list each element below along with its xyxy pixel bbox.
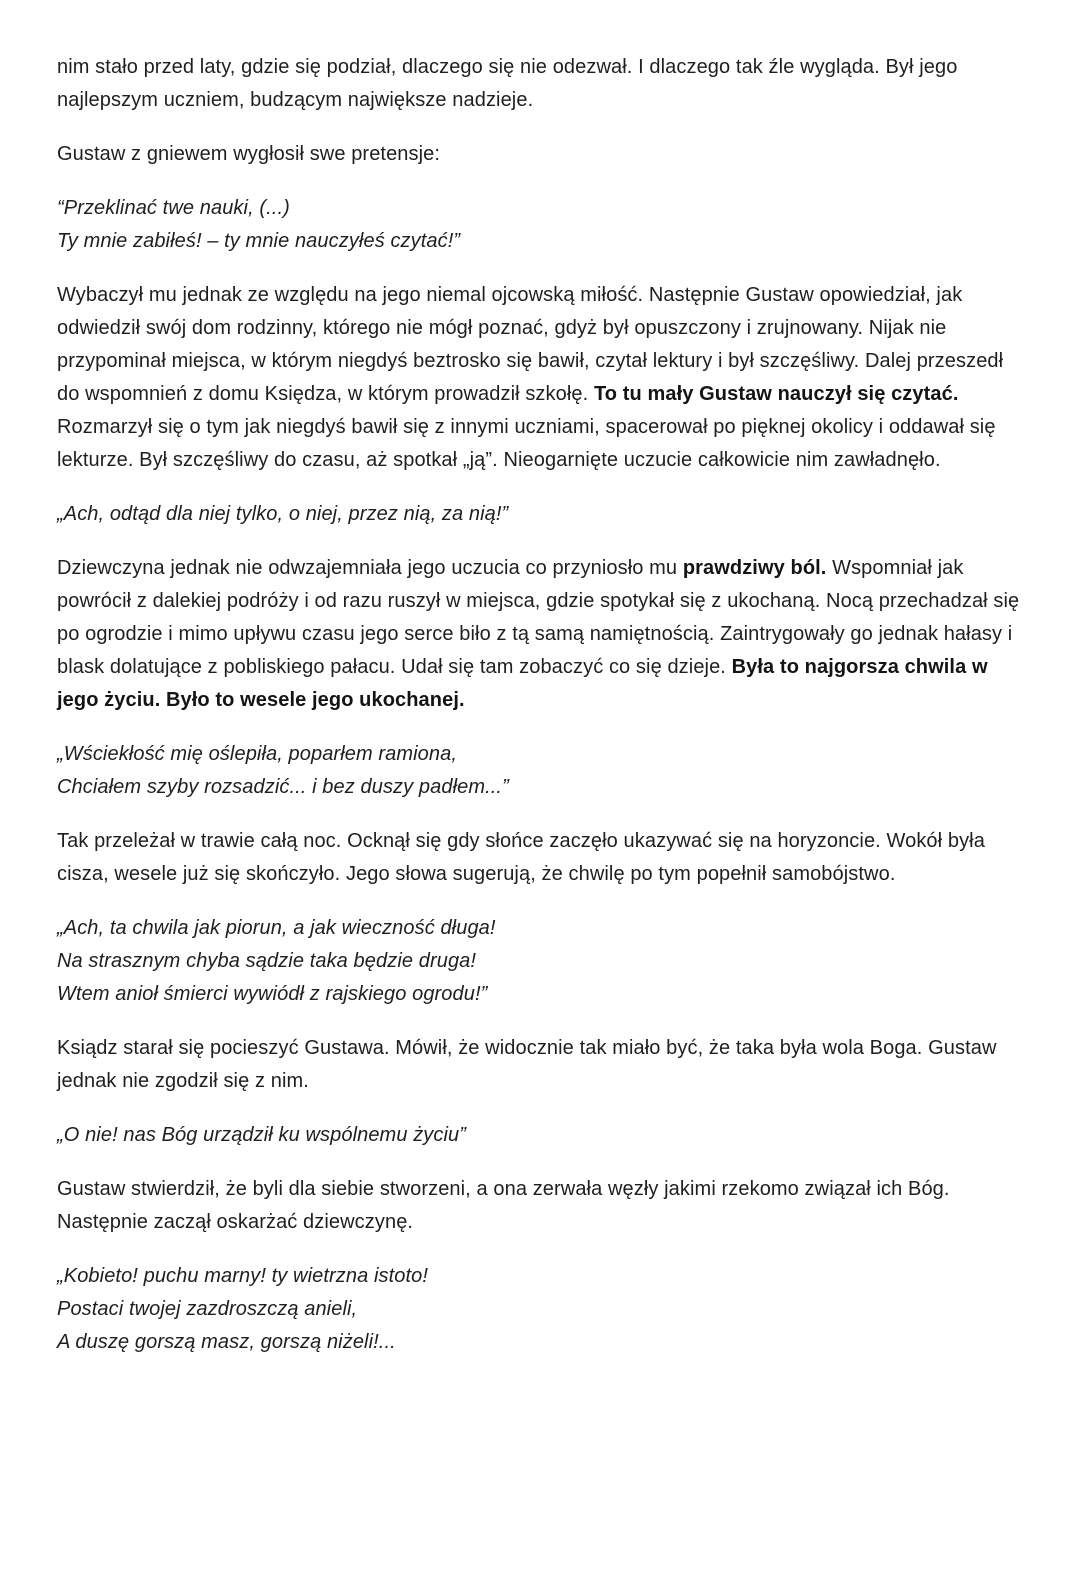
quote-line: „O nie! nas Bóg urządził ku wspólnemu życiu”	[57, 1124, 467, 1146]
quote-line: A duszę gorszą masz, gorszą niżeli!...	[57, 1331, 396, 1353]
quote-paragraph	[57, 912, 1023, 1011]
text-paragraph	[57, 51, 1023, 117]
quote-line: Wtem anioł śmierci wywiódł z rajskiego ogrodu!”	[57, 983, 488, 1005]
body-text: Dziewczyna jednak nie odwzajemniała jego uczucia co przyniosło mu	[57, 557, 683, 579]
quote-line: Ty mnie zabiłeś! – ty mnie nauczyłeś czytać!”	[57, 230, 461, 252]
quote-paragraph	[57, 498, 1023, 531]
body-text: Ksiądz starał się pocieszyć Gustawa. Mówił, że widocznie tak miało być, że taka była wola Boga. Gustaw jednak nie zgodził się z nim.	[57, 1037, 997, 1092]
emphasized-text: To tu mały Gustaw nauczył się czytać.	[593, 383, 959, 405]
quote-paragraph	[57, 192, 1023, 258]
text-paragraph	[57, 1032, 1023, 1098]
quote-line: “Przeklinać twe nauki, (...)	[57, 197, 290, 219]
quote-line: Chciałem szyby rozsadzić... i bez duszy padłem...”	[57, 776, 509, 798]
text-paragraph	[57, 279, 1023, 477]
quote-line: „Kobieto! puchu marny! ty wietrzna istoto!	[57, 1265, 429, 1287]
quote-line: „Ach, ta chwila jak piorun, a jak wieczność długa!	[57, 917, 496, 939]
body-text: nim stało przed laty, gdzie się podział, dlaczego się nie odezwał. I dlaczego tak źle wygląda. Był jego najlepszym uczniem, budzącym największe nadzieje.	[57, 56, 958, 111]
quote-line: „Wściekłość mię oślepiła, poparłem ramiona,	[57, 743, 457, 765]
emphasized-text: prawdziwy ból.	[682, 557, 827, 579]
body-text: Wybaczył mu jednak ze względu na jego niemal ojcowską miłość. Następnie Gustaw opowiedział, jak odwiedził swój dom rodzinny, którego nie mógł poznać, gdyż był opuszczony i zrujnowany. Nijak nie przypominał miejsca, w którym niegdyś beztrosko się bawił, czytał lektury i był szczęśliwy. Dalej przeszedł do wspomnień z domu Księdza, w którym prowadził szkołę.	[57, 284, 1004, 405]
quote-paragraph	[57, 1260, 1023, 1359]
body-text: Gustaw z gniewem wygłosił swe pretensje:	[57, 143, 441, 165]
text-paragraph	[57, 138, 1023, 171]
body-text: Gustaw stwierdził, że byli dla siebie stworzeni, a ona zerwała węzły jakimi rzekomo związał ich Bóg. Następnie zaczął oskarżać dziewczynę.	[57, 1178, 950, 1233]
emphasized-text: Była to najgorsza chwila w jego życiu. Było to wesele jego ukochanej.	[57, 656, 988, 711]
text-paragraph	[57, 552, 1023, 717]
text-paragraph	[57, 1173, 1023, 1239]
body-text: Rozmarzył się o tym jak niegdyś bawił się z innymi uczniami, spacerował po pięknej okolicy i oddawał się lekturze. Był szczęśliwy do czasu, aż spotkał „ją”. Nieogarnięte uczucie całkowicie nim zawładnęło.	[57, 416, 996, 471]
text-paragraph	[57, 825, 1023, 891]
quote-paragraph	[57, 738, 1023, 804]
body-text: Wspomniał jak powrócił z dalekiej podróży i od razu ruszył w miejsca, gdzie spotykał się z ukochaną. Nocą przechadzał się po ogrodzie i mimo upływu czasu jego serce biło z tą samą namiętnością. Zaintrygowały go jednak hałasy i blask dolatujące z pobliskiego pałacu. Udał się tam zobaczyć co się dzieje.	[57, 557, 1020, 678]
quote-line: „Ach, odtąd dla niej tylko, o niej, przez nią, za nią!”	[57, 503, 509, 525]
body-text: Tak przeleżał w trawie całą noc. Ocknął się gdy słońce zaczęło ukazywać się na horyzoncie. Wokół była cisza, wesele już się skończyło. Jego słowa sugerują, że chwilę po tym popełnił samobójstwo.	[57, 830, 985, 885]
quote-paragraph	[57, 1119, 1023, 1152]
quote-line: Na strasznym chyba sądzie taka będzie druga!	[57, 950, 477, 972]
quote-line: Postaci twojej zazdroszczą anieli,	[57, 1298, 358, 1320]
